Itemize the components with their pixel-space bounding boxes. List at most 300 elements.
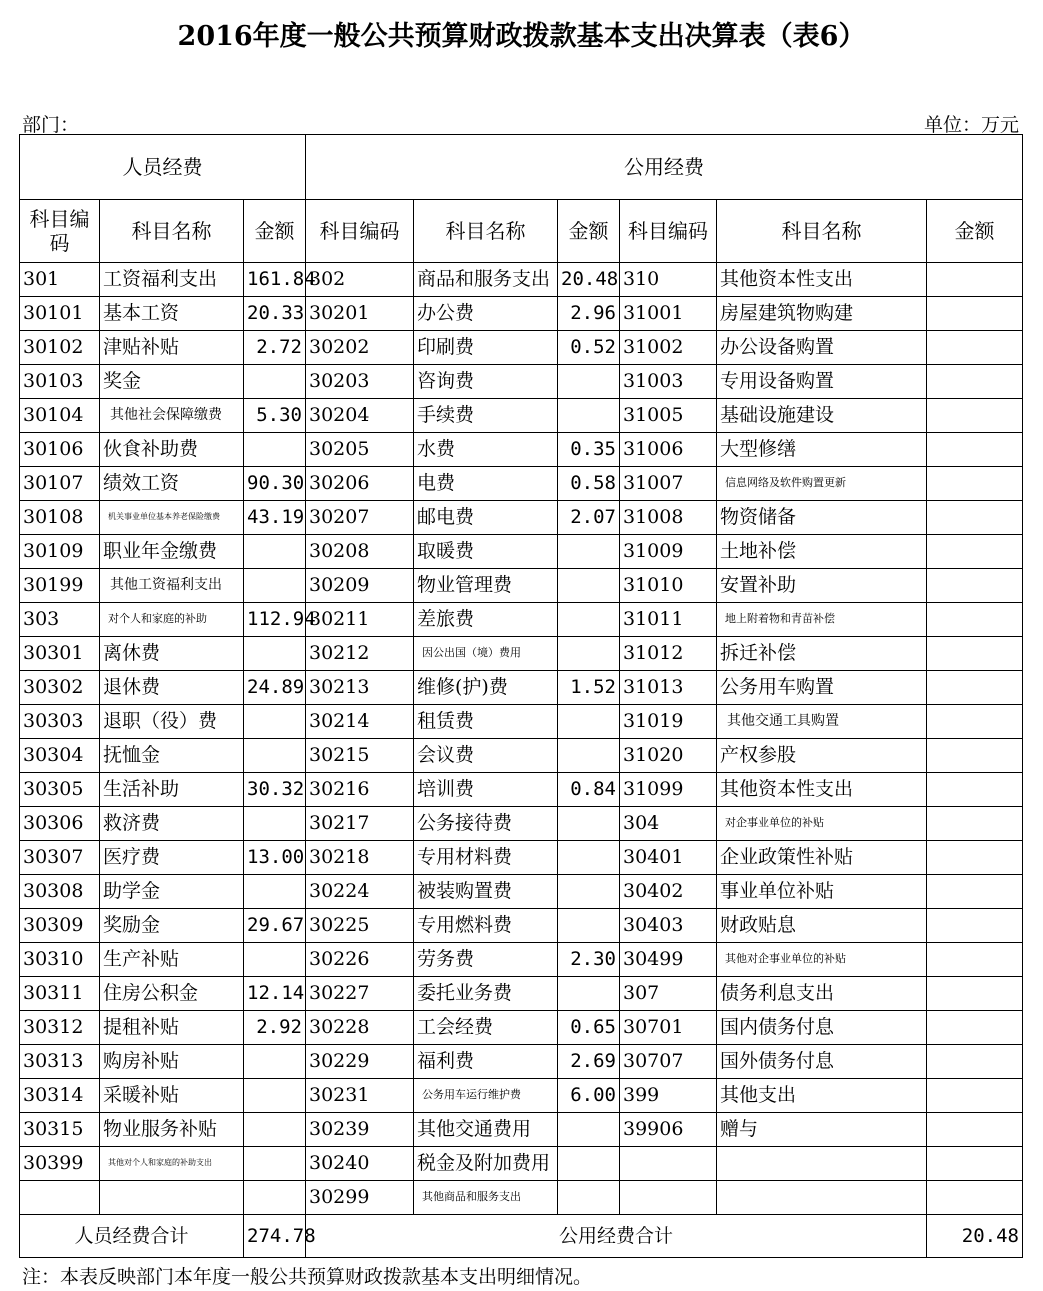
personnel-name: 伙食补助费 — [100, 433, 244, 467]
personnel-amount — [244, 1113, 306, 1147]
capital-code: 31008 — [620, 501, 717, 535]
public-amount — [558, 637, 620, 671]
capital-name: 基础设施建设 — [717, 399, 927, 433]
personnel-name: 基本工资 — [100, 297, 244, 331]
public-name: 其他交通费用 — [414, 1113, 558, 1147]
public-name: 公务用车运行维护费 — [414, 1079, 558, 1113]
personnel-name: 津贴补贴 — [100, 331, 244, 365]
personnel-total-amount: 274.78 — [244, 1215, 306, 1258]
public-name: 因公出国（境）费用 — [414, 637, 558, 671]
personnel-name: 退职（役）费 — [100, 705, 244, 739]
table-row — [20, 1011, 1023, 1045]
personnel-code: 30313 — [20, 1045, 100, 1079]
table-row — [20, 739, 1023, 773]
personnel-amount: 13.00 — [244, 841, 306, 875]
table-row — [20, 841, 1023, 875]
public-code: 30225 — [306, 909, 414, 943]
personnel-amount — [244, 807, 306, 841]
public-name: 物业管理费 — [414, 569, 558, 603]
public-code: 30212 — [306, 637, 414, 671]
public-code: 30205 — [306, 433, 414, 467]
personnel-code: 30315 — [20, 1113, 100, 1147]
table-row — [20, 535, 1023, 569]
table-row — [20, 1079, 1023, 1113]
capital-code: 39906 — [620, 1113, 717, 1147]
capital-amount — [927, 943, 1023, 977]
capital-code: 304 — [620, 807, 717, 841]
public-name: 专用材料费 — [414, 841, 558, 875]
capital-amount — [927, 399, 1023, 433]
personnel-code: 30108 — [20, 501, 100, 535]
personnel-code: 30307 — [20, 841, 100, 875]
table-row — [20, 263, 1023, 297]
public-amount: 20.48 — [558, 263, 620, 297]
capital-code: 31010 — [620, 569, 717, 603]
public-name: 被装购置费 — [414, 875, 558, 909]
header-u1-name: 科目名称 — [414, 200, 558, 263]
capital-amount — [927, 297, 1023, 331]
table-row — [20, 501, 1023, 535]
capital-name: 大型修缮 — [717, 433, 927, 467]
personnel-code: 30102 — [20, 331, 100, 365]
table-row — [20, 433, 1023, 467]
capital-amount — [927, 671, 1023, 705]
public-total-amount: 20.48 — [927, 1215, 1023, 1258]
personnel-name: 采暖补贴 — [100, 1079, 244, 1113]
public-name: 公务接待费 — [414, 807, 558, 841]
personnel-code — [20, 1181, 100, 1215]
public-amount — [558, 977, 620, 1011]
header-u1-code: 科目编码 — [306, 200, 414, 263]
header-u2-amount: 金额 — [927, 200, 1023, 263]
capital-name — [717, 1181, 927, 1215]
capital-code: 31020 — [620, 739, 717, 773]
capital-amount — [927, 569, 1023, 603]
capital-code: 30401 — [620, 841, 717, 875]
public-total-label: 公用经费合计 — [306, 1215, 927, 1258]
table-row — [20, 909, 1023, 943]
public-code: 30227 — [306, 977, 414, 1011]
public-code: 30209 — [306, 569, 414, 603]
personnel-code: 30302 — [20, 671, 100, 705]
public-code: 30203 — [306, 365, 414, 399]
group-public: 公用经费 — [306, 135, 1023, 200]
capital-name: 企业政策性补贴 — [717, 841, 927, 875]
personnel-code: 30308 — [20, 875, 100, 909]
public-amount — [558, 603, 620, 637]
public-code: 30215 — [306, 739, 414, 773]
personnel-name: 其他社会保障缴费 — [100, 399, 244, 433]
personnel-amount — [244, 739, 306, 773]
capital-name: 拆迁补偿 — [717, 637, 927, 671]
public-code: 30211 — [306, 603, 414, 637]
public-amount: 0.52 — [558, 331, 620, 365]
capital-amount — [927, 263, 1023, 297]
public-name: 印刷费 — [414, 331, 558, 365]
public-amount — [558, 1181, 620, 1215]
personnel-code: 30107 — [20, 467, 100, 501]
capital-name: 产权参股 — [717, 739, 927, 773]
table-row — [20, 399, 1023, 433]
table-row — [20, 331, 1023, 365]
table-row — [20, 773, 1023, 807]
personnel-name: 工资福利支出 — [100, 263, 244, 297]
personnel-code: 30103 — [20, 365, 100, 399]
public-code: 30240 — [306, 1147, 414, 1181]
capital-name: 物资储备 — [717, 501, 927, 535]
capital-code: 31002 — [620, 331, 717, 365]
public-code: 30216 — [306, 773, 414, 807]
capital-name: 土地补偿 — [717, 535, 927, 569]
capital-code: 31009 — [620, 535, 717, 569]
personnel-name: 奖金 — [100, 365, 244, 399]
header-p-code: 科目编码 — [20, 200, 100, 263]
capital-name: 赠与 — [717, 1113, 927, 1147]
public-code: 30239 — [306, 1113, 414, 1147]
personnel-amount: 5.30 — [244, 399, 306, 433]
personnel-name: 离休费 — [100, 637, 244, 671]
table-row — [20, 977, 1023, 1011]
personnel-amount: 2.92 — [244, 1011, 306, 1045]
public-name: 咨询费 — [414, 365, 558, 399]
public-amount — [558, 569, 620, 603]
table-row — [20, 943, 1023, 977]
capital-name: 其他交通工具购置 — [717, 705, 927, 739]
public-name: 税金及附加费用 — [414, 1147, 558, 1181]
capital-name: 国外债务付息 — [717, 1045, 927, 1079]
table-row — [20, 705, 1023, 739]
public-code: 30224 — [306, 875, 414, 909]
capital-name: 其他资本性支出 — [717, 773, 927, 807]
capital-amount — [927, 1079, 1023, 1113]
table-row — [20, 807, 1023, 841]
public-amount — [558, 1113, 620, 1147]
personnel-amount: 20.33 — [244, 297, 306, 331]
public-name: 其他商品和服务支出 — [414, 1181, 558, 1215]
public-code: 30207 — [306, 501, 414, 535]
public-amount — [558, 807, 620, 841]
capital-name: 对企事业单位的补贴 — [717, 807, 927, 841]
capital-amount — [927, 739, 1023, 773]
table-row — [20, 1147, 1023, 1181]
personnel-code: 30314 — [20, 1079, 100, 1113]
capital-amount — [927, 773, 1023, 807]
public-amount: 2.96 — [558, 297, 620, 331]
personnel-code: 30309 — [20, 909, 100, 943]
personnel-amount: 112.94 — [244, 603, 306, 637]
personnel-code: 30199 — [20, 569, 100, 603]
public-name: 福利费 — [414, 1045, 558, 1079]
capital-amount — [927, 977, 1023, 1011]
capital-name: 债务利息支出 — [717, 977, 927, 1011]
public-amount — [558, 875, 620, 909]
personnel-name: 其他工资福利支出 — [100, 569, 244, 603]
public-code: 30229 — [306, 1045, 414, 1079]
capital-amount — [927, 909, 1023, 943]
public-name: 培训费 — [414, 773, 558, 807]
personnel-amount — [244, 875, 306, 909]
capital-amount — [927, 1113, 1023, 1147]
public-code: 302 — [306, 263, 414, 297]
personnel-name: 抚恤金 — [100, 739, 244, 773]
capital-code: 31007 — [620, 467, 717, 501]
personnel-code: 30311 — [20, 977, 100, 1011]
public-code: 30231 — [306, 1079, 414, 1113]
public-amount — [558, 365, 620, 399]
department-label: 部门： — [22, 114, 80, 136]
public-code: 30218 — [306, 841, 414, 875]
table-row — [20, 1113, 1023, 1147]
capital-name: 其他支出 — [717, 1079, 927, 1113]
public-amount — [558, 705, 620, 739]
personnel-name: 其他对个人和家庭的补助支出 — [100, 1147, 244, 1181]
public-amount: 1.52 — [558, 671, 620, 705]
table-row — [20, 671, 1023, 705]
personnel-amount — [244, 1079, 306, 1113]
capital-code: 31001 — [620, 297, 717, 331]
public-name: 电费 — [414, 467, 558, 501]
capital-name: 安置补助 — [717, 569, 927, 603]
capital-amount — [927, 603, 1023, 637]
capital-code: 31003 — [620, 365, 717, 399]
capital-name — [717, 1147, 927, 1181]
capital-amount — [927, 841, 1023, 875]
unit-label: 单位：万元 — [923, 114, 1019, 136]
public-amount: 2.69 — [558, 1045, 620, 1079]
table-row — [20, 637, 1023, 671]
capital-name: 专用设备购置 — [717, 365, 927, 399]
public-name: 专用燃料费 — [414, 909, 558, 943]
capital-code: 30499 — [620, 943, 717, 977]
personnel-amount — [244, 705, 306, 739]
footnote: 注：本表反映部门本年度一般公共预算财政拨款基本支出明细情况。 — [22, 1266, 593, 1288]
public-name: 租赁费 — [414, 705, 558, 739]
public-amount — [558, 739, 620, 773]
personnel-name: 生活补助 — [100, 773, 244, 807]
capital-code: 31099 — [620, 773, 717, 807]
expenditure-table — [19, 134, 1023, 1258]
capital-name: 事业单位补贴 — [717, 875, 927, 909]
public-code: 30206 — [306, 467, 414, 501]
personnel-name: 机关事业单位基本养老保险缴费 — [100, 501, 244, 535]
personnel-amount — [244, 943, 306, 977]
personnel-name: 物业服务补贴 — [100, 1113, 244, 1147]
public-name: 劳务费 — [414, 943, 558, 977]
personnel-code: 30301 — [20, 637, 100, 671]
capital-amount — [927, 365, 1023, 399]
header-u1-amount: 金额 — [558, 200, 620, 263]
personnel-amount — [244, 1045, 306, 1079]
personnel-code: 30109 — [20, 535, 100, 569]
personnel-code: 301 — [20, 263, 100, 297]
personnel-name: 助学金 — [100, 875, 244, 909]
personnel-code: 30312 — [20, 1011, 100, 1045]
capital-amount — [927, 1147, 1023, 1181]
capital-amount — [927, 501, 1023, 535]
personnel-amount — [244, 1147, 306, 1181]
personnel-total-label: 人员经费合计 — [20, 1215, 244, 1258]
table-row — [20, 875, 1023, 909]
capital-code: 30402 — [620, 875, 717, 909]
personnel-amount: 12.14 — [244, 977, 306, 1011]
public-name: 维修(护)费 — [414, 671, 558, 705]
public-amount: 6.00 — [558, 1079, 620, 1113]
capital-code — [620, 1181, 717, 1215]
personnel-name: 退休费 — [100, 671, 244, 705]
public-amount: 0.65 — [558, 1011, 620, 1045]
capital-name: 财政贴息 — [717, 909, 927, 943]
personnel-code: 30104 — [20, 399, 100, 433]
public-name: 商品和服务支出 — [414, 263, 558, 297]
public-code: 30217 — [306, 807, 414, 841]
public-amount: 0.58 — [558, 467, 620, 501]
personnel-name: 职业年金缴费 — [100, 535, 244, 569]
table-row — [20, 1181, 1023, 1215]
capital-code: 307 — [620, 977, 717, 1011]
capital-code: 31019 — [620, 705, 717, 739]
table-row — [20, 1045, 1023, 1079]
public-code: 30201 — [306, 297, 414, 331]
capital-amount — [927, 807, 1023, 841]
personnel-amount — [244, 433, 306, 467]
capital-name: 国内债务付息 — [717, 1011, 927, 1045]
capital-amount — [927, 1011, 1023, 1045]
capital-amount — [927, 1181, 1023, 1215]
personnel-code: 30310 — [20, 943, 100, 977]
public-code: 30214 — [306, 705, 414, 739]
capital-code: 31012 — [620, 637, 717, 671]
table-row — [20, 569, 1023, 603]
capital-code — [620, 1147, 717, 1181]
personnel-name: 对个人和家庭的补助 — [100, 603, 244, 637]
personnel-code: 30306 — [20, 807, 100, 841]
group-personnel: 人员经费 — [20, 135, 306, 200]
capital-name: 办公设备购置 — [717, 331, 927, 365]
public-name: 手续费 — [414, 399, 558, 433]
public-name: 工会经费 — [414, 1011, 558, 1045]
personnel-code: 30399 — [20, 1147, 100, 1181]
capital-name: 房屋建筑物购建 — [717, 297, 927, 331]
personnel-amount: 161.84 — [244, 263, 306, 297]
header-u2-code: 科目编码 — [620, 200, 717, 263]
capital-name: 其他对企事业单位的补贴 — [717, 943, 927, 977]
personnel-amount: 24.89 — [244, 671, 306, 705]
personnel-code: 30303 — [20, 705, 100, 739]
public-amount — [558, 1147, 620, 1181]
public-name: 邮电费 — [414, 501, 558, 535]
personnel-amount — [244, 569, 306, 603]
capital-code: 31013 — [620, 671, 717, 705]
public-name: 水费 — [414, 433, 558, 467]
public-code: 30299 — [306, 1181, 414, 1215]
capital-amount — [927, 875, 1023, 909]
capital-amount — [927, 535, 1023, 569]
capital-code: 30707 — [620, 1045, 717, 1079]
capital-code: 30701 — [620, 1011, 717, 1045]
personnel-name: 救济费 — [100, 807, 244, 841]
public-amount — [558, 841, 620, 875]
personnel-amount — [244, 365, 306, 399]
personnel-name: 提租补贴 — [100, 1011, 244, 1045]
capital-code: 310 — [620, 263, 717, 297]
personnel-name: 购房补贴 — [100, 1045, 244, 1079]
public-code: 30202 — [306, 331, 414, 365]
personnel-code: 30304 — [20, 739, 100, 773]
group-header-row — [20, 135, 1023, 200]
capital-amount — [927, 637, 1023, 671]
personnel-amount: 90.30 — [244, 467, 306, 501]
capital-name: 信息网络及软件购置更新 — [717, 467, 927, 501]
personnel-code: 30106 — [20, 433, 100, 467]
public-code: 30228 — [306, 1011, 414, 1045]
capital-code: 31005 — [620, 399, 717, 433]
personnel-name: 奖励金 — [100, 909, 244, 943]
personnel-amount — [244, 1181, 306, 1215]
capital-code: 31006 — [620, 433, 717, 467]
public-name: 委托业务费 — [414, 977, 558, 1011]
public-code: 30213 — [306, 671, 414, 705]
public-amount — [558, 909, 620, 943]
capital-code: 399 — [620, 1079, 717, 1113]
table-row — [20, 297, 1023, 331]
public-amount: 0.84 — [558, 773, 620, 807]
public-name: 取暖费 — [414, 535, 558, 569]
capital-amount — [927, 1045, 1023, 1079]
personnel-code: 30101 — [20, 297, 100, 331]
table-row — [20, 603, 1023, 637]
public-amount: 2.30 — [558, 943, 620, 977]
totals-row — [20, 1215, 1023, 1258]
header-u2-name: 科目名称 — [717, 200, 927, 263]
capital-amount — [927, 433, 1023, 467]
personnel-name: 绩效工资 — [100, 467, 244, 501]
personnel-name — [100, 1181, 244, 1215]
public-code: 30208 — [306, 535, 414, 569]
personnel-amount — [244, 637, 306, 671]
public-code: 30204 — [306, 399, 414, 433]
personnel-name: 医疗费 — [100, 841, 244, 875]
capital-code: 31011 — [620, 603, 717, 637]
personnel-amount: 2.72 — [244, 331, 306, 365]
personnel-amount: 29.67 — [244, 909, 306, 943]
capital-amount — [927, 467, 1023, 501]
table-row — [20, 365, 1023, 399]
capital-name: 地上附着物和青苗补偿 — [717, 603, 927, 637]
personnel-code: 303 — [20, 603, 100, 637]
capital-amount — [927, 705, 1023, 739]
public-name: 差旅费 — [414, 603, 558, 637]
capital-name: 其他资本性支出 — [717, 263, 927, 297]
public-name: 办公费 — [414, 297, 558, 331]
public-amount: 2.07 — [558, 501, 620, 535]
capital-code: 30403 — [620, 909, 717, 943]
personnel-name: 住房公积金 — [100, 977, 244, 1011]
header-p-name: 科目名称 — [100, 200, 244, 263]
public-amount: 0.35 — [558, 433, 620, 467]
public-code: 30226 — [306, 943, 414, 977]
personnel-amount: 30.32 — [244, 773, 306, 807]
header-p-amount: 金额 — [244, 200, 306, 263]
column-header-row — [20, 200, 1023, 263]
page-title: 2016年度一般公共预算财政拨款基本支出决算表（表6） — [177, 21, 866, 52]
personnel-amount — [244, 535, 306, 569]
capital-name: 公务用车购置 — [717, 671, 927, 705]
public-name: 会议费 — [414, 739, 558, 773]
personnel-name: 生产补贴 — [100, 943, 244, 977]
personnel-code: 30305 — [20, 773, 100, 807]
public-amount — [558, 399, 620, 433]
table-row — [20, 467, 1023, 501]
